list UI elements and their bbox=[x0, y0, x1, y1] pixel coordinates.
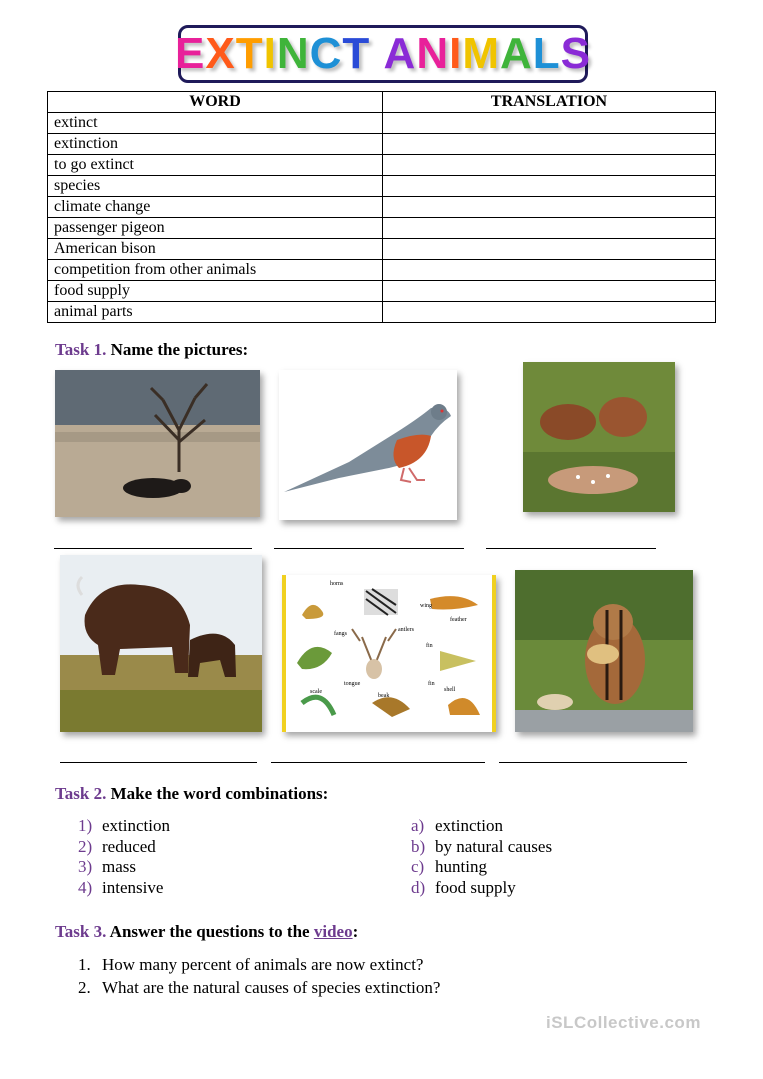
title-letter bbox=[370, 29, 383, 79]
answer-line[interactable] bbox=[60, 762, 257, 763]
list-item bbox=[78, 816, 170, 837]
list-text: reduced bbox=[102, 836, 156, 856]
part-label: antlers bbox=[398, 627, 414, 633]
title-letter: T bbox=[342, 29, 371, 78]
table-row bbox=[48, 113, 716, 134]
answer-line[interactable] bbox=[274, 548, 464, 549]
translation-cell[interactable] bbox=[383, 134, 716, 155]
picture-passenger-pigeon bbox=[279, 370, 457, 520]
list-text: hunting bbox=[435, 857, 487, 876]
translation-cell[interactable] bbox=[383, 155, 716, 176]
watermark: iSLCollective.com bbox=[546, 1013, 701, 1032]
vocabulary-table bbox=[47, 91, 716, 323]
translation-cell[interactable] bbox=[383, 176, 716, 197]
part-label: fangs bbox=[334, 631, 347, 637]
translation-cell[interactable] bbox=[383, 239, 716, 260]
list-marker: 3) bbox=[78, 857, 93, 876]
part-label: scale bbox=[310, 689, 322, 695]
task3-number: Task 3. bbox=[55, 922, 107, 941]
table-row bbox=[48, 239, 716, 260]
task2-heading bbox=[55, 784, 328, 804]
list-item bbox=[78, 857, 170, 878]
part-label: shell bbox=[444, 687, 456, 693]
task3-heading bbox=[55, 922, 358, 942]
combinations-left-list bbox=[78, 816, 170, 898]
word-cell: food supply bbox=[48, 281, 383, 302]
list-text: mass bbox=[102, 857, 136, 876]
table-row bbox=[48, 218, 716, 239]
table-header-row bbox=[48, 92, 716, 113]
picture-drought bbox=[55, 370, 260, 517]
translation-cell[interactable] bbox=[383, 218, 716, 239]
word-cell: competition from other animals bbox=[48, 260, 383, 281]
word-cell: climate change bbox=[48, 197, 383, 218]
task1-number: Task 1. bbox=[55, 340, 107, 359]
list-item bbox=[411, 878, 552, 899]
title-letter: I bbox=[449, 29, 463, 78]
title-letter: T bbox=[235, 29, 264, 78]
word-cell: passenger pigeon bbox=[48, 218, 383, 239]
list-text: intensive bbox=[102, 877, 164, 897]
table-row bbox=[48, 176, 716, 197]
answer-line[interactable] bbox=[54, 548, 252, 549]
list-marker: a) bbox=[411, 816, 425, 835]
list-item bbox=[411, 837, 552, 858]
list-item bbox=[78, 976, 440, 999]
translation-cell[interactable] bbox=[383, 260, 716, 281]
part-label: horns bbox=[330, 581, 344, 587]
table-row bbox=[48, 155, 716, 176]
title-letter: S bbox=[560, 29, 592, 78]
word-cell: extinction bbox=[48, 134, 383, 155]
task1-heading bbox=[55, 340, 248, 360]
table-row bbox=[48, 134, 716, 155]
list-item bbox=[78, 837, 170, 858]
part-label: fin bbox=[426, 643, 433, 649]
list-marker: d) bbox=[411, 877, 426, 897]
part-label: fin bbox=[428, 681, 435, 687]
title-letter: L bbox=[532, 29, 561, 78]
title-letter: A bbox=[499, 29, 533, 78]
answer-line[interactable] bbox=[271, 762, 485, 763]
table-row bbox=[48, 281, 716, 302]
list-marker: 4) bbox=[78, 877, 93, 897]
word-cell: extinct bbox=[48, 113, 383, 134]
title-letter: N bbox=[416, 29, 450, 78]
part-label: feather bbox=[450, 617, 467, 623]
video-link[interactable]: video bbox=[313, 922, 353, 941]
task3-instruction: Answer the questions to the bbox=[109, 922, 314, 941]
title-letter: I bbox=[263, 29, 277, 78]
table-row bbox=[48, 260, 716, 281]
list-marker: 1. bbox=[78, 955, 91, 974]
list-marker: 1) bbox=[78, 816, 93, 835]
questions-list bbox=[78, 953, 440, 999]
title-letter: C bbox=[309, 29, 343, 78]
picture-predators-deer bbox=[523, 362, 675, 512]
list-text: by natural causes bbox=[435, 836, 553, 856]
answer-line[interactable] bbox=[486, 548, 656, 549]
list-item bbox=[78, 878, 170, 899]
word-cell: animal parts bbox=[48, 302, 383, 323]
word-cell: species bbox=[48, 176, 383, 197]
picture-american-bison bbox=[60, 555, 262, 732]
word-cell: to go extinct bbox=[48, 155, 383, 176]
title-letter: X bbox=[205, 29, 236, 78]
title-letter: E bbox=[175, 29, 206, 78]
picture-chipmunk bbox=[515, 570, 693, 732]
column-header-word: WORD bbox=[48, 92, 383, 113]
part-label: wing bbox=[420, 603, 432, 609]
list-marker: c) bbox=[411, 857, 425, 876]
part-label: beak bbox=[378, 693, 390, 699]
list-text: food supply bbox=[435, 877, 516, 897]
translation-cell[interactable] bbox=[383, 197, 716, 218]
task3-colon: : bbox=[352, 922, 359, 941]
list-text: extinction bbox=[102, 816, 170, 835]
title-letter: A bbox=[383, 29, 417, 78]
list-text: extinction bbox=[435, 816, 503, 835]
translation-cell[interactable] bbox=[383, 281, 716, 302]
list-marker: 2) bbox=[78, 836, 93, 856]
word-cell: American bison bbox=[48, 239, 383, 260]
part-label: tongue bbox=[344, 681, 361, 687]
task2-instruction: Make the word combinations: bbox=[110, 784, 329, 803]
answer-line[interactable] bbox=[499, 762, 687, 763]
list-item bbox=[78, 953, 440, 976]
question-text: What are the natural causes of species extinction? bbox=[102, 978, 441, 997]
list-item bbox=[411, 816, 552, 837]
combinations-right-list bbox=[411, 816, 552, 898]
column-header-translation: TRANSLATION bbox=[383, 92, 716, 113]
translation-cell[interactable] bbox=[383, 113, 716, 134]
table-row bbox=[48, 302, 716, 323]
list-item bbox=[411, 857, 552, 878]
list-marker: 2. bbox=[78, 978, 91, 997]
title-letter: N bbox=[276, 29, 310, 78]
translation-cell[interactable] bbox=[383, 302, 716, 323]
question-text: How many percent of animals are now extinct? bbox=[102, 955, 424, 974]
list-marker: b) bbox=[411, 836, 426, 856]
task1-instruction: Name the pictures: bbox=[110, 340, 249, 359]
title-letter: M bbox=[462, 29, 500, 78]
task2-number: Task 2. bbox=[55, 784, 107, 803]
picture-animal-parts bbox=[282, 575, 496, 732]
worksheet-title bbox=[175, 25, 592, 83]
table-row bbox=[48, 197, 716, 218]
